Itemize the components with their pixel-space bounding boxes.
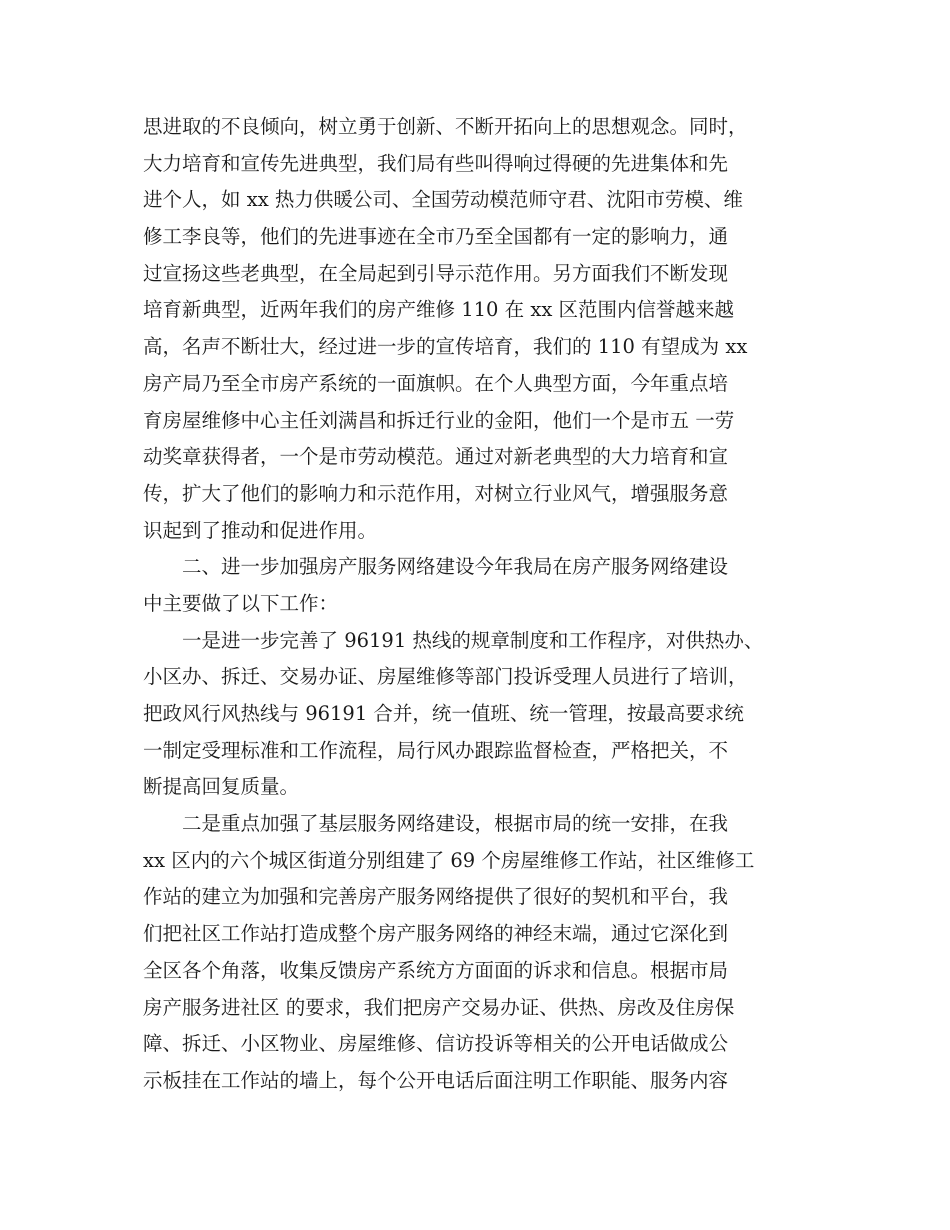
text-line: 中主要做了以下工作： [143,591,339,615]
text-line: 示板挂在工作站的墙上，每个公开电话后面注明工作职能、服务内容 [143,1068,729,1092]
text-line: 过宣扬这些老典型，在全局起到引导示范作用。另方面我们不断发现 [143,261,729,285]
text-line: 房产服务进社区 的要求，我们把房产交易办证、供热、房改及住房保 [143,995,735,1019]
text-line: 二是重点加强了基层服务网络建设，根据市局的统一安排，在我 [143,812,729,836]
text-line: 动奖章获得者，一个是市劳动模范。通过对新老典型的大力培育和宣 [143,445,729,469]
text-line: 育房屋维修中心主任刘满昌和拆迁行业的金阳，他们一个是市五 一劳 [143,408,735,432]
text-line: 修工李良等，他们的先进事迹在全市乃至全国都有一定的影响力，通 [143,225,729,249]
text-line: xx 区内的六个城区街道分别组建了 69 个房屋维修工作站，社区维修工 [143,848,755,872]
text-line: 断提高回复质量。 [143,775,300,799]
text-line: 培育新典型，近两年我们的房产维修 110 在 xx 区范围内信誉越来越 [143,298,735,322]
text-line: 识起到了推动和促进作用。 [143,518,378,542]
text-line: 障、拆迁、小区物业、房屋维修、信访投诉等相关的公开电话做成公 [143,1032,729,1056]
text-line: 们把社区工作站打造成整个房产服务网络的神经末端，通过它深化到 [143,922,729,946]
text-line: 高，名声不断壮大，经过进一步的宣传培育，我们的 110 有望成为 xx [143,335,748,359]
text-line: 小区办、拆迁、交易办证、房屋维修等部门投诉受理人员进行了培训， [143,665,748,689]
text-line: 全区各个角落，收集反馈房产系统方方面面的诉求和信息。根据市局 [143,958,729,982]
text-line: 一是进一步完善了 96191 热线的规章制度和工作程序，对供热办、 [143,628,764,652]
text-line: 把政风行风热线与 96191 合并，统一值班、统一管理，按最高要求统 [143,702,744,725]
body-text [143,109,843,1100]
text-line: 大力培育和宣传先进典型，我们局有些叫得响过得硬的先进集体和先 [143,151,729,175]
text-line: 一制定受理标准和工作流程，局行风办跟踪监督检查，严格把关，不 [143,738,729,762]
text-line: 进个人，如 xx 热力供暖公司、全国劳动模范师守君、沈阳市劳模、维 [143,188,743,212]
section-heading-line: 二、进一步加强房产服务网络建设今年我局在房产服务网络建设 [143,555,729,579]
text-line: 思进取的不良倾向，树立勇于创新、不断开拓向上的思想观念。同时， [143,115,748,138]
text-line: 房产局乃至全市房产系统的一面旗帜。在个人典型方面，今年重点培 [143,371,729,395]
text-line: 传，扩大了他们的影响力和示范作用，对树立行业风气，增强服务意 [143,481,729,505]
text-line: 作站的建立为加强和完善房产服务网络提供了很好的契机和平台，我 [143,885,729,909]
